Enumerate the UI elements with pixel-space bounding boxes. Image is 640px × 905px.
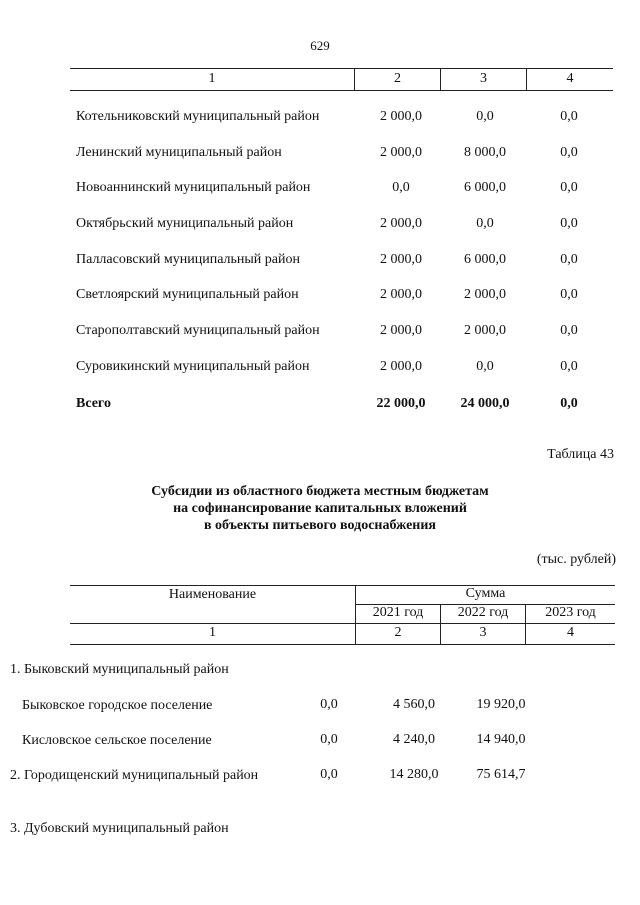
- total-row: [70, 396, 613, 416]
- row-name: Ленинский муниципальный район: [76, 145, 282, 160]
- table-row: [70, 359, 613, 379]
- table-row: [70, 216, 613, 236]
- header-col-3: 3: [479, 625, 487, 640]
- row-value-2022: 14 280,0: [389, 767, 439, 782]
- row-value-2022: 4 240,0: [393, 732, 435, 747]
- header-col-4: 4: [566, 71, 574, 86]
- row-value-2023: 19 920,0: [476, 697, 526, 712]
- title-line: на софинансирование капитальных вложений: [173, 501, 467, 516]
- row-value-2021: 2 000,0: [380, 323, 422, 338]
- row-value-2022: 0,0: [476, 109, 494, 124]
- row-value-2023: 14 940,0: [476, 732, 526, 747]
- row-name: Новоаннинский муниципальный район: [76, 180, 311, 195]
- row-name: Котельниковский муниципальный район: [76, 109, 320, 124]
- header-col-2: 2: [394, 625, 402, 640]
- row-name: Октябрьский муниципальный район: [76, 216, 294, 231]
- table-row: [70, 180, 613, 200]
- table-row: [70, 252, 613, 272]
- row-value-2022: 0,0: [476, 359, 494, 374]
- header-col-3: 3: [480, 71, 487, 86]
- table-header-row: [70, 68, 613, 91]
- row-value-2023: 0,0: [560, 180, 578, 195]
- row-name: Быковское городское поселение: [22, 698, 213, 713]
- header-col-4: 4: [567, 625, 574, 640]
- row-value-2021: 2 000,0: [380, 109, 422, 124]
- row-value-2022: 6 000,0: [464, 180, 506, 195]
- table-row: [70, 109, 613, 129]
- total-value-2021: 22 000,0: [376, 396, 426, 411]
- row-value-2023: 0,0: [560, 145, 578, 160]
- row-value-2021: 0,0: [392, 180, 410, 195]
- row-value-2023: 0,0: [560, 359, 578, 374]
- row-value-2023: 0,0: [560, 252, 578, 267]
- header-year-2021: 2021 год: [372, 605, 424, 620]
- row-name: Кисловское сельское поселение: [22, 733, 212, 748]
- row-value-2021: 2 000,0: [380, 359, 422, 374]
- row-value-2021: 2 000,0: [380, 145, 422, 160]
- table-title: [0, 483, 640, 534]
- row-value-2023: 0,0: [560, 287, 578, 302]
- total-value-2023: 0,0: [560, 396, 578, 411]
- row-name: 3. Дубовский муниципальный район: [10, 821, 229, 836]
- table-label: Таблица 43: [547, 447, 614, 462]
- row-value-2021: 2 000,0: [380, 252, 422, 267]
- title-line: Субсидии из областного бюджета местным бюджетам: [151, 484, 489, 499]
- header-year-2023: 2023 год: [545, 605, 596, 620]
- title-line: в объекты питьевого водоснабжения: [203, 518, 437, 533]
- header-year-2022: 2022 год: [457, 605, 509, 620]
- row-value-2023: 0,0: [560, 216, 578, 231]
- row-name: 2. Городищенский муниципальный район: [10, 768, 259, 783]
- row-value-2021: 0,0: [320, 697, 338, 712]
- table-continuation: [70, 68, 613, 411]
- row-value-2021: 2 000,0: [380, 287, 422, 302]
- row-value-2021: 2 000,0: [380, 216, 422, 231]
- row-value-2023: 75 614,7: [476, 767, 526, 782]
- row-value-2022: 4 560,0: [393, 697, 435, 712]
- row-value-2022: 6 000,0: [464, 252, 506, 267]
- header-col-1: 1: [208, 71, 216, 86]
- header-col-2: 2: [394, 71, 401, 86]
- row-name: Старополтавский муниципальный район: [76, 323, 320, 338]
- row-value-2021: 0,0: [320, 767, 338, 782]
- table-header: [70, 585, 615, 645]
- row-value-2022: 2 000,0: [464, 323, 506, 338]
- header-name: Наименование: [168, 587, 257, 602]
- row-value-2022: 0,0: [476, 216, 494, 231]
- row-name: 1. Быковский муниципальный район: [10, 662, 229, 677]
- page-number: 629: [310, 38, 330, 53]
- row-value-2022: 2 000,0: [464, 287, 506, 302]
- table-row: [70, 145, 613, 165]
- row-name: Палласовский муниципальный район: [76, 252, 300, 267]
- table-row: [70, 323, 613, 343]
- table-row: [70, 287, 613, 307]
- header-sum: Сумма: [465, 586, 506, 601]
- row-value-2023: 0,0: [560, 109, 578, 124]
- row-name: Светлоярский муниципальный район: [76, 287, 299, 302]
- header-col-1: 1: [209, 625, 216, 640]
- row-value-2022: 8 000,0: [464, 145, 506, 160]
- row-name: Суровикинский муниципальный район: [76, 359, 310, 374]
- row-value-2023: 0,0: [560, 323, 578, 338]
- total-value-2022: 24 000,0: [460, 396, 510, 411]
- units-label: (тыс. рублей): [536, 552, 616, 567]
- row-value-2021: 0,0: [320, 732, 338, 747]
- total-label: Всего: [76, 396, 111, 411]
